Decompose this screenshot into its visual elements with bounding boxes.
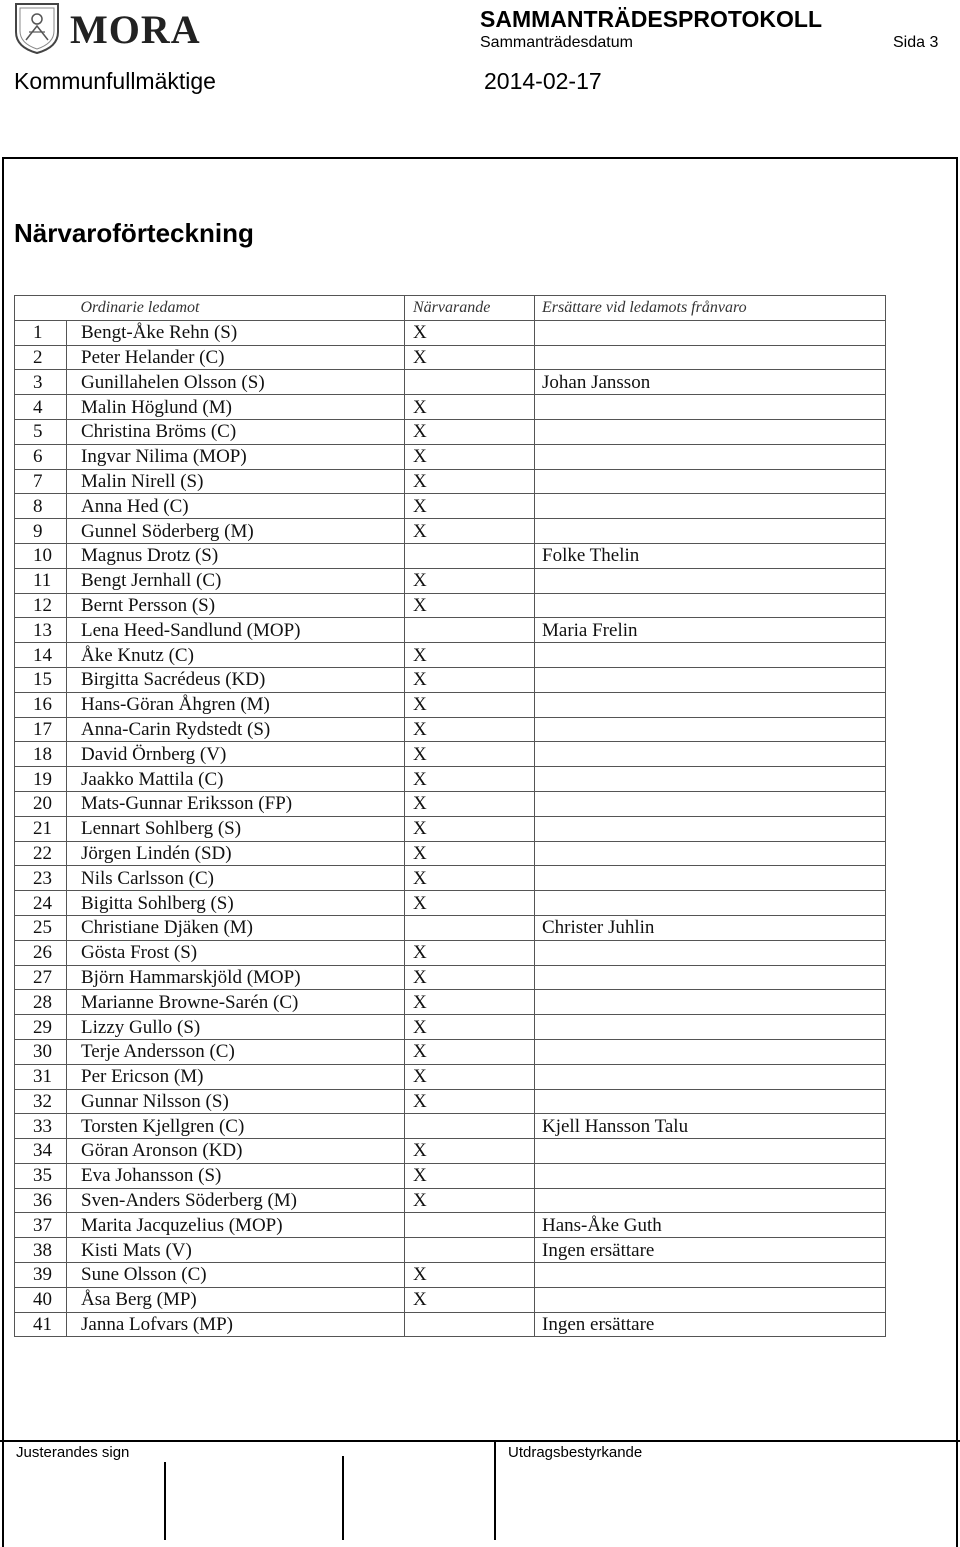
present-mark: X <box>405 791 535 816</box>
row-number: 38 <box>15 1238 67 1263</box>
member-name: Jörgen Lindén (SD) <box>67 841 405 866</box>
row-number: 36 <box>15 1188 67 1213</box>
row-number: 14 <box>15 643 67 668</box>
member-name: Björn Hammarskjöld (MOP) <box>67 965 405 990</box>
table-row <box>15 1213 886 1238</box>
present-mark: X <box>405 345 535 370</box>
table-row <box>15 1015 886 1040</box>
row-number: 22 <box>15 841 67 866</box>
present-mark: X <box>405 816 535 841</box>
row-number: 39 <box>15 1263 67 1288</box>
row-number: 5 <box>15 419 67 444</box>
substitute-name: Ingen ersättare <box>535 1312 886 1337</box>
member-name: Bigitta Sohlberg (S) <box>67 891 405 916</box>
row-number: 24 <box>15 891 67 916</box>
member-name: Torsten Kjellgren (C) <box>67 1114 405 1139</box>
member-name: Jaakko Mattila (C) <box>67 767 405 792</box>
member-name: Hans-Göran Åhgren (M) <box>67 692 405 717</box>
present-mark <box>405 915 535 940</box>
member-name: Åke Knutz (C) <box>67 643 405 668</box>
row-number: 7 <box>15 469 67 494</box>
row-number: 10 <box>15 543 67 568</box>
table-row <box>15 891 886 916</box>
table-row <box>15 1064 886 1089</box>
substitute-name <box>535 1089 886 1114</box>
table-row <box>15 717 886 742</box>
member-name: Gösta Frost (S) <box>67 940 405 965</box>
substitute-name <box>535 841 886 866</box>
substitute-name <box>535 345 886 370</box>
present-mark: X <box>405 1089 535 1114</box>
member-name: Terje Andersson (C) <box>67 1039 405 1064</box>
table-row <box>15 618 886 643</box>
row-number: 23 <box>15 866 67 891</box>
present-mark: X <box>405 717 535 742</box>
present-mark: X <box>405 1039 535 1064</box>
page-number: Sida 3 <box>893 34 939 51</box>
substitute-name <box>535 1039 886 1064</box>
row-number: 19 <box>15 767 67 792</box>
member-name: Christina Bröms (C) <box>67 419 405 444</box>
present-mark <box>405 543 535 568</box>
present-mark <box>405 1213 535 1238</box>
member-name: Per Ericson (M) <box>67 1064 405 1089</box>
table-row <box>15 1114 886 1139</box>
member-name: Eva Johansson (S) <box>67 1163 405 1188</box>
attendance-rows <box>15 320 886 1337</box>
substitute-name: Folke Thelin <box>535 543 886 568</box>
present-mark: X <box>405 1139 535 1164</box>
present-mark: X <box>405 395 535 420</box>
substitute-name <box>535 1163 886 1188</box>
row-number: 2 <box>15 345 67 370</box>
member-name: Sune Olsson (C) <box>67 1263 405 1288</box>
table-row <box>15 1238 886 1263</box>
substitute-name <box>535 965 886 990</box>
table-row <box>15 692 886 717</box>
substitute-name <box>535 866 886 891</box>
table-row <box>15 1312 886 1337</box>
substitute-name <box>535 568 886 593</box>
table-row <box>15 742 886 767</box>
row-number: 29 <box>15 1015 67 1040</box>
table-row <box>15 395 886 420</box>
row-number: 37 <box>15 1213 67 1238</box>
attendance-table <box>14 295 886 1337</box>
substitute-name <box>535 692 886 717</box>
footer-divider <box>0 1440 960 1442</box>
signature-box-divider <box>494 1440 496 1540</box>
member-name: Marianne Browne-Sarén (C) <box>67 990 405 1015</box>
substitute-name <box>535 717 886 742</box>
table-row <box>15 1039 886 1064</box>
row-number: 31 <box>15 1064 67 1089</box>
row-number: 33 <box>15 1114 67 1139</box>
member-name: Bernt Persson (S) <box>67 593 405 618</box>
substitute-name <box>535 791 886 816</box>
substitute-name <box>535 494 886 519</box>
row-number: 9 <box>15 519 67 544</box>
table-row <box>15 469 886 494</box>
table-row <box>15 444 886 469</box>
member-name: Bengt-Åke Rehn (S) <box>67 320 405 345</box>
present-mark <box>405 618 535 643</box>
member-name: Göran Aronson (KD) <box>67 1139 405 1164</box>
present-mark: X <box>405 965 535 990</box>
substitute-name <box>535 742 886 767</box>
table-row <box>15 370 886 395</box>
member-name: Kisti Mats (V) <box>67 1238 405 1263</box>
table-row <box>15 940 886 965</box>
table-header-row <box>15 296 886 321</box>
row-number: 17 <box>15 717 67 742</box>
member-name: Gunillahelen Olsson (S) <box>67 370 405 395</box>
substitute-name <box>535 419 886 444</box>
table-row <box>15 667 886 692</box>
meeting-date-label: Sammanträdesdatum <box>480 34 633 51</box>
member-name: David Örnberg (V) <box>67 742 405 767</box>
table-row <box>15 419 886 444</box>
row-number: 28 <box>15 990 67 1015</box>
present-mark: X <box>405 1263 535 1288</box>
document-title: SAMMANTRÄDESPROTOKOLL <box>480 6 823 32</box>
present-mark: X <box>405 1188 535 1213</box>
member-name: Gunnel Söderberg (M) <box>67 519 405 544</box>
row-number: 41 <box>15 1312 67 1337</box>
present-mark: X <box>405 643 535 668</box>
row-number: 6 <box>15 444 67 469</box>
substitute-name <box>535 891 886 916</box>
table-row <box>15 841 886 866</box>
certification-label: Utdragsbestyrkande <box>508 1444 643 1461</box>
substitute-name <box>535 667 886 692</box>
present-mark: X <box>405 767 535 792</box>
present-mark: X <box>405 494 535 519</box>
present-mark: X <box>405 1287 535 1312</box>
row-number: 13 <box>15 618 67 643</box>
substitute-name <box>535 593 886 618</box>
present-mark <box>405 1312 535 1337</box>
row-number: 30 <box>15 1039 67 1064</box>
substitute-name <box>535 643 886 668</box>
table-row <box>15 543 886 568</box>
table-row <box>15 593 886 618</box>
present-mark: X <box>405 519 535 544</box>
substitute-name <box>535 1015 886 1040</box>
member-name: Åsa Berg (MP) <box>67 1287 405 1312</box>
substitute-name <box>535 816 886 841</box>
row-number: 26 <box>15 940 67 965</box>
row-number: 27 <box>15 965 67 990</box>
table-row <box>15 915 886 940</box>
table-row <box>15 519 886 544</box>
present-mark: X <box>405 990 535 1015</box>
present-mark: X <box>405 667 535 692</box>
member-name: Christiane Djäken (M) <box>67 915 405 940</box>
member-name: Malin Höglund (M) <box>67 395 405 420</box>
present-mark: X <box>405 444 535 469</box>
present-mark: X <box>405 866 535 891</box>
substitute-name <box>535 320 886 345</box>
row-number: 4 <box>15 395 67 420</box>
substitute-name <box>535 990 886 1015</box>
present-mark: X <box>405 841 535 866</box>
present-mark: X <box>405 742 535 767</box>
substitute-name <box>535 1263 886 1288</box>
substitute-name <box>535 940 886 965</box>
member-name: Ingvar Nilima (MOP) <box>67 444 405 469</box>
row-number: 32 <box>15 1089 67 1114</box>
substitute-name <box>535 444 886 469</box>
table-row <box>15 816 886 841</box>
present-mark <box>405 370 535 395</box>
substitute-name: Ingen ersättare <box>535 1238 886 1263</box>
substitute-name: Maria Frelin <box>535 618 886 643</box>
substitute-name <box>535 1064 886 1089</box>
logo-wordmark: MORA <box>70 7 201 52</box>
municipality-crest-icon <box>14 2 60 54</box>
substitute-name <box>535 1287 886 1312</box>
table-row <box>15 643 886 668</box>
organization-name: Kommunfullmäktige <box>14 68 216 94</box>
present-mark: X <box>405 593 535 618</box>
present-mark: X <box>405 1015 535 1040</box>
header-member: Ordinarie ledamot <box>67 296 405 321</box>
table-row <box>15 866 886 891</box>
table-row <box>15 1163 886 1188</box>
substitute-name: Christer Juhlin <box>535 915 886 940</box>
table-row <box>15 1188 886 1213</box>
table-row <box>15 1287 886 1312</box>
substitute-name <box>535 469 886 494</box>
table-row <box>15 1263 886 1288</box>
member-name: Sven-Anders Söderberg (M) <box>67 1188 405 1213</box>
present-mark: X <box>405 940 535 965</box>
member-name: Anna-Carin Rydstedt (S) <box>67 717 405 742</box>
meeting-date: 2014-02-17 <box>484 68 602 94</box>
member-name: Janna Lofvars (MP) <box>67 1312 405 1337</box>
signature-label: Justerandes sign <box>16 1444 130 1461</box>
present-mark <box>405 1114 535 1139</box>
member-name: Mats-Gunnar Eriksson (FP) <box>67 791 405 816</box>
member-name: Lennart Sohlberg (S) <box>67 816 405 841</box>
section-title: Närvaroförteckning <box>14 218 254 248</box>
table-row <box>15 320 886 345</box>
present-mark: X <box>405 320 535 345</box>
row-number: 16 <box>15 692 67 717</box>
table-row <box>15 568 886 593</box>
table-row <box>15 494 886 519</box>
member-name: Peter Helander (C) <box>67 345 405 370</box>
row-number: 25 <box>15 915 67 940</box>
row-number: 1 <box>15 320 67 345</box>
member-name: Nils Carlsson (C) <box>67 866 405 891</box>
table-row <box>15 965 886 990</box>
present-mark: X <box>405 568 535 593</box>
present-mark: X <box>405 891 535 916</box>
row-number: 34 <box>15 1139 67 1164</box>
present-mark: X <box>405 1064 535 1089</box>
substitute-name <box>535 767 886 792</box>
substitute-name <box>535 1188 886 1213</box>
row-number: 8 <box>15 494 67 519</box>
member-name: Anna Hed (C) <box>67 494 405 519</box>
row-number: 3 <box>15 370 67 395</box>
member-name: Lena Heed-Sandlund (MOP) <box>67 618 405 643</box>
substitute-name <box>535 1139 886 1164</box>
member-name: Lizzy Gullo (S) <box>67 1015 405 1040</box>
substitute-name <box>535 519 886 544</box>
row-number: 20 <box>15 791 67 816</box>
substitute-name <box>535 395 886 420</box>
present-mark <box>405 1238 535 1263</box>
present-mark: X <box>405 419 535 444</box>
member-name: Marita Jacquzelius (MOP) <box>67 1213 405 1238</box>
table-row <box>15 345 886 370</box>
row-number: 40 <box>15 1287 67 1312</box>
table-row <box>15 767 886 792</box>
row-number: 11 <box>15 568 67 593</box>
substitute-name: Hans-Åke Guth <box>535 1213 886 1238</box>
table-row <box>15 791 886 816</box>
table-row <box>15 1139 886 1164</box>
member-name: Birgitta Sacrédeus (KD) <box>67 667 405 692</box>
substitute-name: Johan Jansson <box>535 370 886 395</box>
row-number: 21 <box>15 816 67 841</box>
substitute-name: Kjell Hansson Talu <box>535 1114 886 1139</box>
present-mark: X <box>405 469 535 494</box>
row-number: 12 <box>15 593 67 618</box>
present-mark: X <box>405 692 535 717</box>
header-substitute: Ersättare vid ledamots frånvaro <box>535 296 886 321</box>
member-name: Malin Nirell (S) <box>67 469 405 494</box>
signature-box-divider <box>342 1456 344 1540</box>
header-present: Närvarande <box>405 296 535 321</box>
member-name: Bengt Jernhall (C) <box>67 568 405 593</box>
row-number: 35 <box>15 1163 67 1188</box>
row-number: 15 <box>15 667 67 692</box>
present-mark: X <box>405 1163 535 1188</box>
signature-box-divider <box>164 1462 166 1540</box>
member-name: Gunnar Nilsson (S) <box>67 1089 405 1114</box>
member-name: Magnus Drotz (S) <box>67 543 405 568</box>
header-number-cell <box>15 296 67 321</box>
row-number: 18 <box>15 742 67 767</box>
table-row <box>15 1089 886 1114</box>
table-row <box>15 990 886 1015</box>
